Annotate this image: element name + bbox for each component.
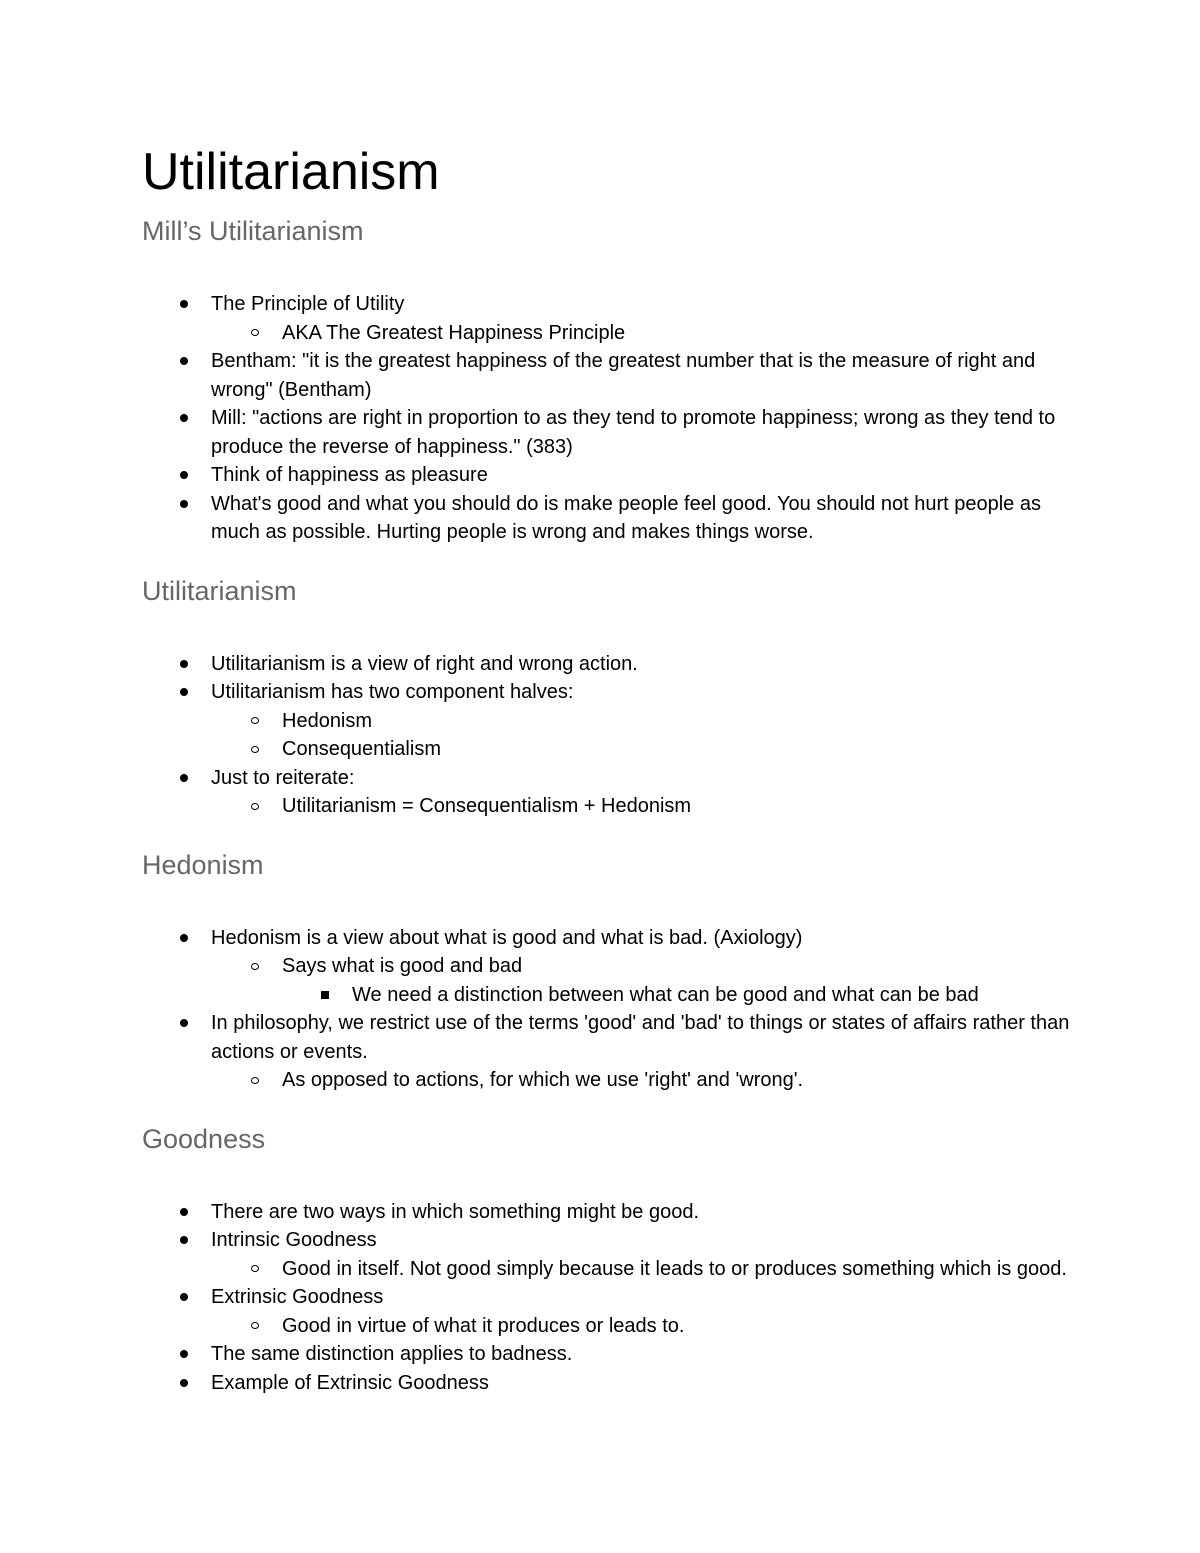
list-item-text: Utilitarianism has two component halves:: [211, 681, 574, 703]
filled-bullet-icon: [174, 404, 194, 433]
filled-bullet-icon: [174, 764, 194, 793]
list-item-text: Utilitarianism = Consequentialism + Hedonism: [282, 795, 692, 817]
section: [142, 1122, 1072, 1398]
filled-bullet-icon: [174, 1283, 194, 1312]
list-item-text: As opposed to actions, for which we use 'right' and 'wrong'.: [282, 1069, 804, 1091]
bullet-list: [142, 1198, 1072, 1398]
document-body: [142, 214, 1072, 1397]
hollow-bullet-icon: [245, 1066, 265, 1095]
section: [142, 214, 1072, 547]
hollow-bullet-icon: [245, 1312, 265, 1341]
list-item: [142, 1283, 1072, 1312]
hollow-bullet-icon: [245, 952, 265, 981]
list-item-text: There are two ways in which something might be good.: [211, 1200, 700, 1223]
list-item: [142, 1312, 1072, 1341]
filled-bullet-icon: [174, 461, 194, 490]
section-heading: Goodness: [142, 1123, 266, 1154]
hollow-bullet-icon: [245, 707, 265, 736]
filled-bullet-icon: [174, 1369, 194, 1398]
hollow-bullet-icon: [245, 1255, 265, 1284]
hollow-bullet-icon: [245, 792, 265, 821]
hollow-bullet-icon: [245, 319, 265, 348]
list-item: [142, 490, 1072, 547]
bullet-list: [142, 290, 1072, 547]
list-item-text: Example of Extrinsic Goodness: [211, 1371, 489, 1394]
filled-bullet-icon: [174, 290, 194, 319]
filled-bullet-icon: [174, 1226, 194, 1255]
list-item: [142, 347, 1072, 404]
list-item-text: AKA The Greatest Happiness Principle: [282, 321, 626, 344]
list-item: [142, 1198, 1072, 1227]
list-item: [142, 678, 1072, 707]
list-item-text: The Principle of Utility: [211, 293, 405, 315]
list-item: [142, 650, 1072, 679]
list-item: [142, 319, 1072, 348]
list-item: [142, 1255, 1072, 1284]
square-bullet-icon: [315, 981, 335, 1010]
list-item: [142, 764, 1072, 793]
list-item-text: Says what is good and bad: [282, 955, 523, 977]
list-item: [142, 924, 1072, 953]
filled-bullet-icon: [174, 347, 194, 376]
list-item-text: The same distinction applies to badness.: [211, 1343, 573, 1365]
list-item: [142, 735, 1072, 764]
filled-bullet-icon: [174, 1198, 194, 1227]
list-item-text: Think of happiness as pleasure: [211, 464, 488, 486]
list-item-text: What's good and what you should do is make people feel good. You should not hurt people as much as possible. Hurting people is wrong and makes things worse.: [211, 492, 1041, 543]
filled-bullet-icon: [174, 490, 194, 519]
list-item: [142, 1340, 1072, 1369]
list-item-text: Good in virtue of what it produces or leads to.: [282, 1314, 685, 1337]
filled-bullet-icon: [174, 1340, 194, 1369]
list-item-text: Just to reiterate:: [211, 766, 355, 789]
list-item-text: Extrinsic Goodness: [211, 1286, 384, 1308]
document-page: [142, 140, 1072, 1397]
list-item-text: Bentham: "it is the greatest happiness of the greatest number that is the measure of right and wrong" (Bentham): [211, 350, 1036, 401]
section: [142, 848, 1072, 1095]
list-item: [142, 1226, 1072, 1255]
list-item-text: Hedonism: [282, 709, 373, 732]
hollow-bullet-icon: [245, 735, 265, 764]
list-item-text: Consequentialism: [282, 738, 441, 760]
filled-bullet-icon: [174, 678, 194, 707]
list-item-text: We need a distinction between what can be good and what can be bad: [352, 983, 979, 1006]
list-item: [142, 404, 1072, 461]
filled-bullet-icon: [174, 650, 194, 679]
list-item: [142, 1066, 1072, 1095]
section-heading: Hedonism: [142, 849, 264, 880]
list-item-text: Hedonism is a view about what is good and what is bad. (Axiology): [211, 926, 803, 949]
list-item: [142, 1369, 1072, 1398]
section: [142, 574, 1072, 821]
list-item-text: Utilitarianism is a view of right and wrong action.: [211, 652, 638, 675]
document-title: Utilitarianism: [142, 143, 440, 201]
list-item: [142, 707, 1072, 736]
list-item: [142, 1009, 1072, 1066]
list-item-text: In philosophy, we restrict use of the terms 'good' and 'bad' to things or states of affairs rather than actions or events.: [211, 1012, 1070, 1063]
bullet-list: [142, 924, 1072, 1095]
list-item: [142, 461, 1072, 490]
filled-bullet-icon: [174, 924, 194, 953]
list-item-text: Intrinsic Goodness: [211, 1229, 377, 1251]
filled-bullet-icon: [174, 1009, 194, 1038]
list-item: [142, 792, 1072, 821]
section-heading: Mill’s Utilitarianism: [142, 216, 364, 246]
bullet-list: [142, 650, 1072, 821]
list-item: [142, 981, 1072, 1010]
list-item: [142, 290, 1072, 319]
section-heading: Utilitarianism: [142, 575, 297, 606]
list-item-text: Good in itself. Not good simply because it leads to or produces something which is good.: [282, 1257, 1067, 1280]
list-item: [142, 952, 1072, 981]
list-item-text: Mill: "actions are right in proportion to as they tend to promote happiness; wrong as they tend to produce the reverse of happiness." (383): [211, 407, 1056, 458]
